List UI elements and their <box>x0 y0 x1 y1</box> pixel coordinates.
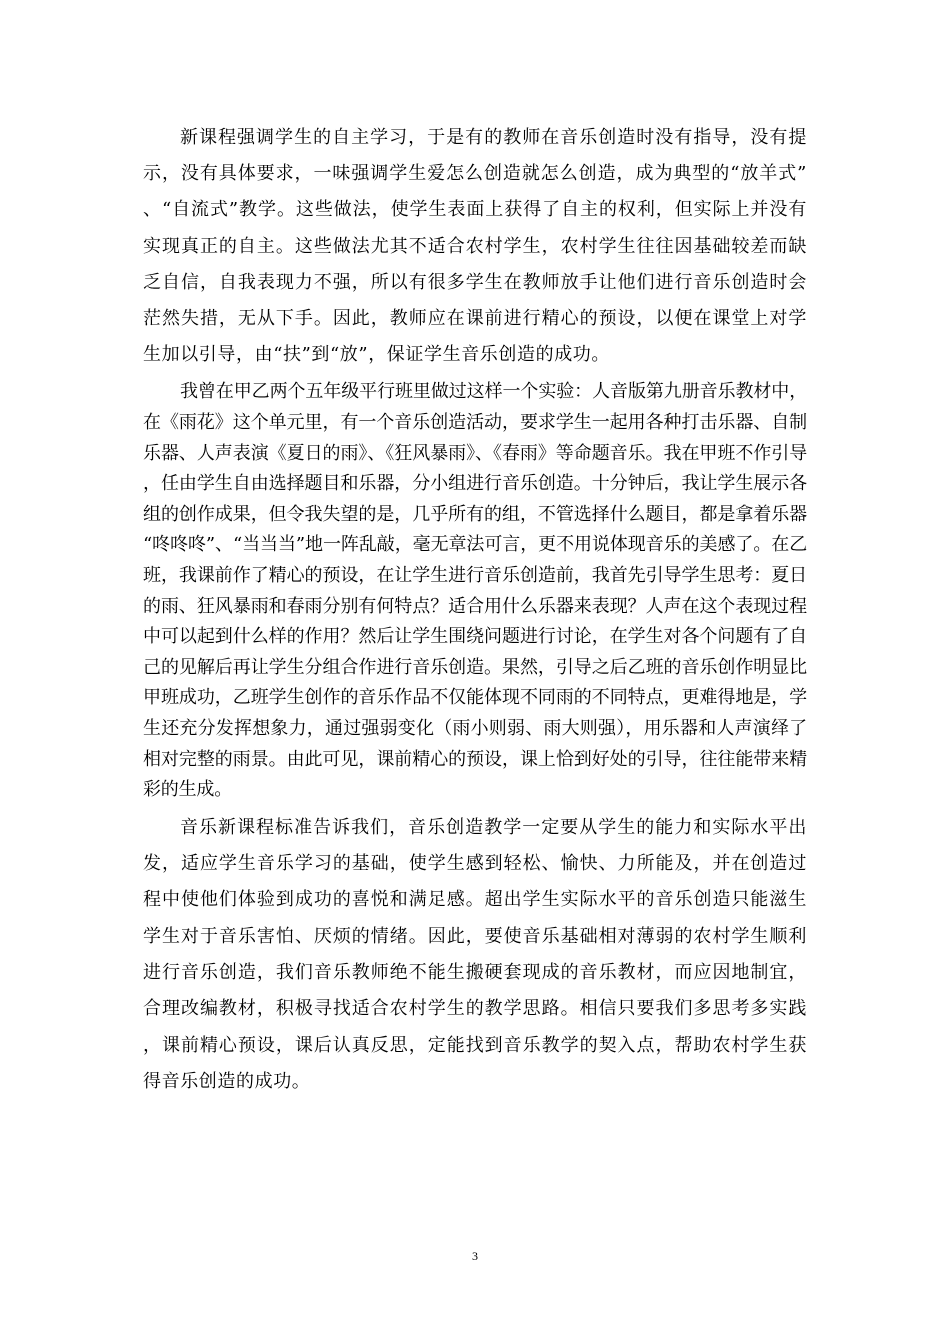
document-body <box>143 120 807 1100</box>
paragraph-2: 我曾在甲乙两个五年级平行班里做过这样一个实验：人音版第九册音乐教材中，在《雨花》这个单元里，有一个音乐创造活动，要求学生一起用各种打击乐器、自制乐器、人声表演《夏日的雨》、《狂风暴雨》、《春雨》等命题音乐。我在甲班不作引导，任由学生自由选择题目和乐器，分小组进行音乐创造。十分钟后，我让学生展示各组的创作成果，但令我失望的是，几乎所有的组，不管选择什么题目，都是拿着乐器“咚咚咚”、“当当当”地一阵乱敲，毫无章法可言，更不用说体现音乐的美感了。在乙班，我课前作了精心的预设，在让学生进行音乐创造前，我首先引导学生思考：夏日的雨、狂风暴雨和春雨分别有何特点？适合用什么乐器来表现？人声在这个表现过程中可以起到什么样的作用？然后让学生围绕问题进行讨论，在学生对各个问题有了自己的见解后再让学生分组合作进行音乐创造。果然，引导之后乙班的音乐创作明显比甲班成功，乙班学生创作的音乐作品不仅能体现不同雨的不同特点，更难得地是，学生还充分发挥想象力，通过强弱变化（雨小则弱、雨大则强），用乐器和人声演绎了相对完整的雨景。由此可见，课前精心的预设，课上恰到好处的引导，往往能带来精彩的生成。 <box>143 381 807 801</box>
paragraph-1: 新课程强调学生的自主学习，于是有的教师在音乐创造时没有指导，没有提示，没有具体要求，一味强调学生爱怎么创造就怎么创造，成为典型的“放羊式”、“自流式”教学。这些做法，使学生表面上获得了自主的权利，但实际上并没有实现真正的自主。这些做法尤其不适合农村学生，农村学生往往因基础较差而缺乏自信，自我表现力不强，所以有很多学生在教师放手让他们进行音乐创造时会茫然失措，无从下手。因此，教师应在课前进行精心的预设，以便在课堂上对学生加以引导，由“扶”到“放”，保证学生音乐创造的成功。 <box>143 127 807 366</box>
page-number: 3 <box>472 1249 478 1263</box>
paragraph-3: 音乐新课程标准告诉我们，音乐创造教学一定要从学生的能力和实际水平出发，适应学生音乐学习的基础，使学生感到轻松、愉快、力所能及，并在创造过程中使他们体验到成功的喜悦和满足感。超出学生实际水平的音乐创造只能滋生学生对于音乐害怕、厌烦的情绪。因此，要使音乐基础相对薄弱的农村学生顺利进行音乐创造，我们音乐教师绝不能生搬硬套现成的音乐教材，而应因地制宜，合理改编教材，积极寻找适合农村学生的教学思路。相信只要我们多思考多实践，课前精心预设，课后认真反思，定能找到音乐教学的契入点，帮助农村学生获得音乐创造的成功。 <box>143 816 807 1092</box>
